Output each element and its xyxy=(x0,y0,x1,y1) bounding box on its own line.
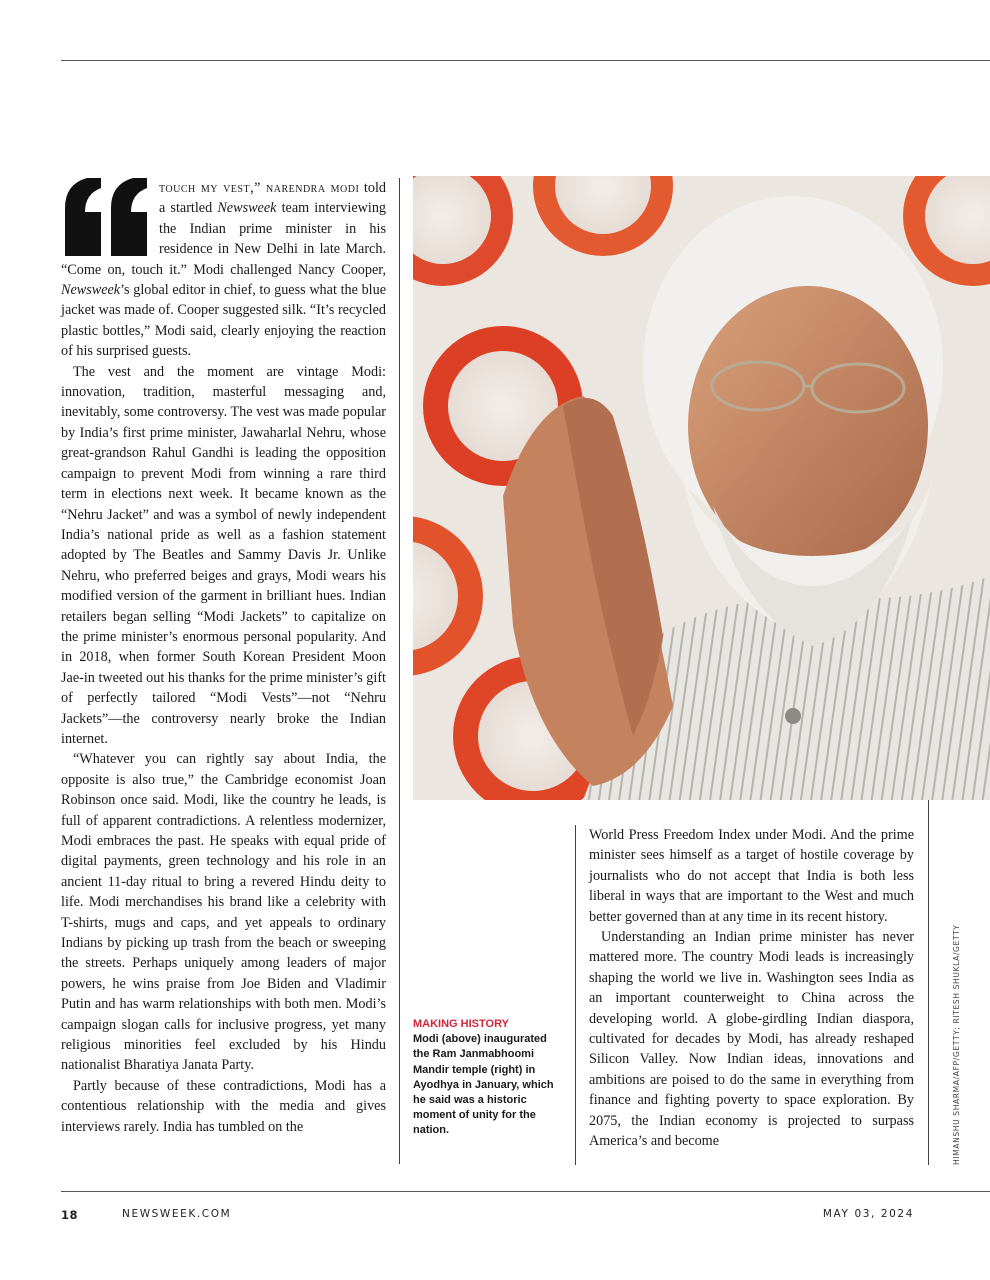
page-number: 18 xyxy=(61,1208,79,1222)
credit-divider xyxy=(928,800,929,1165)
modi-photo xyxy=(413,176,990,800)
article-paragraph-6: Understanding an Indian prime minister has never mattered more. The country Modi leads is increasingly shaping the world we live in. Washington sees India as an important counterweight to China across the developing world. A globe-girdling Indian diaspora, cultivated for decades by Modi, has already reshaped Silicon Valley. Now Indian ideas, innovations and ambitions are poised to do the same in everything from finance and fighting poverty to space exploration. By 2075, the Indian economy is projected to surpass America’s and become xyxy=(589,929,914,1150)
issue-date: MAY 03, 2024 xyxy=(822,1208,914,1220)
article-paragraph-2: The vest and the moment are vintage Modi: innovation, tradition, masterful messaging and, inevitably, some controversy. The vest was made popular by India’s first prime minister, Jawaharlal Nehru, whose great-grandson Rahul Gandhi is leading the opposition campaign to prevent Modi from winning a rare third term in elections next week. It became known as the “Nehru Jacket” and was a symbol of newly independent India’s national pride as well as a fashion statement adopted by The Beatles and Sammy Davis Jr. Unlike Nehru, who preferred beiges and grays, Modi wears his modified version of the garment in brilliant hues. Indian retailers began selling “Modi Jackets” to capitalize on the prime minister’s enormous personal popularity. And in 2018, when former South Korean President Moon Jae-in tweeted out his thanks for the prime minister’s gift of perfectly tailored “Modi Vests”—not “Nehru Jackets”—the controversy nearly broke the Indian internet. xyxy=(61,363,386,747)
site-name: NEWSWEEK.COM xyxy=(122,1208,232,1220)
caption-head: MAKING HISTORY xyxy=(413,1018,509,1030)
caption-body: Modi (above) inaugurated the Ram Janmabhoomi Mandir temple (right) in Ayodhya in January, which he said was a historic moment of unity for the nation. xyxy=(413,1033,554,1137)
lead-in: touch my vest,” narendra modi xyxy=(159,180,360,196)
article-paragraph-5: World Press Freedom Index under Modi. And the prime minister sees himself as a target of hostile coverage by journalists who do not accept that India is both less liberal in ways that are important to the West and much better governed than at any time in its recent history. xyxy=(589,827,914,925)
article-column-2 xyxy=(589,825,914,1152)
column-divider xyxy=(575,825,576,1165)
article-paragraph-4: Partly because of these contradictions, Modi has a contentious relationship with the media and gives interviews rarely. India has tumbled on the xyxy=(61,1077,386,1135)
column-divider xyxy=(399,178,400,1164)
photo-illustration xyxy=(413,176,990,800)
magazine-name: Newsweek xyxy=(217,200,277,217)
article-paragraph-1: touch my vest,” narendra modi told a startled Newsweek team interviewing the Indian prime minister in his residence in New Delhi in late March. “Come on, touch it.” Modi challenged Nancy Cooper, Newsweek’s global editor in chief, to guess what the blue jacket was made of. Cooper suggested silk. “It’s recycled plastic bottles,” Modi said, clearly enjoying the reaction of his surprised guests. xyxy=(61,180,387,360)
magazine-name: Newsweek xyxy=(61,282,121,299)
bottom-rule xyxy=(61,1191,990,1192)
top-rule xyxy=(61,60,990,61)
photo-caption xyxy=(413,1017,563,1139)
article-paragraph-3: “Whatever you can rightly say about India, the opposite is also true,” the Cambridge economist Joan Robinson once said. Modi, like the country he leads, is full of apparent contradictions. A relentless modernizer, Modi embraces the past. He speaks with equal pride of digital payments, green technology and his role in an ancient 11-day ritual to bring a revered Hindu deity to life. Modi merchandises his brand like a celebrity with T-shirts, mugs and caps, and yet appeals to ordinary Indians by picking up trash from the beach or sweeping the streets. Perhaps uniquely among leaders of major powers, he wins praise from Joe Biden and Vladimir Putin and has warm relationships with both men. Modi’s campaign slogan calls for inclusive progress, yet many religious minorities feel excluded by his Hindu nationalist Bharatiya Janata Party. xyxy=(61,751,386,1074)
article-column-1 xyxy=(61,178,386,1137)
photo-credit: HIMANSHU SHARMA/AFP/GETTY; RITESH SHUKLA/GETTY xyxy=(952,924,961,1165)
quote-dropcap-icon xyxy=(61,178,153,256)
